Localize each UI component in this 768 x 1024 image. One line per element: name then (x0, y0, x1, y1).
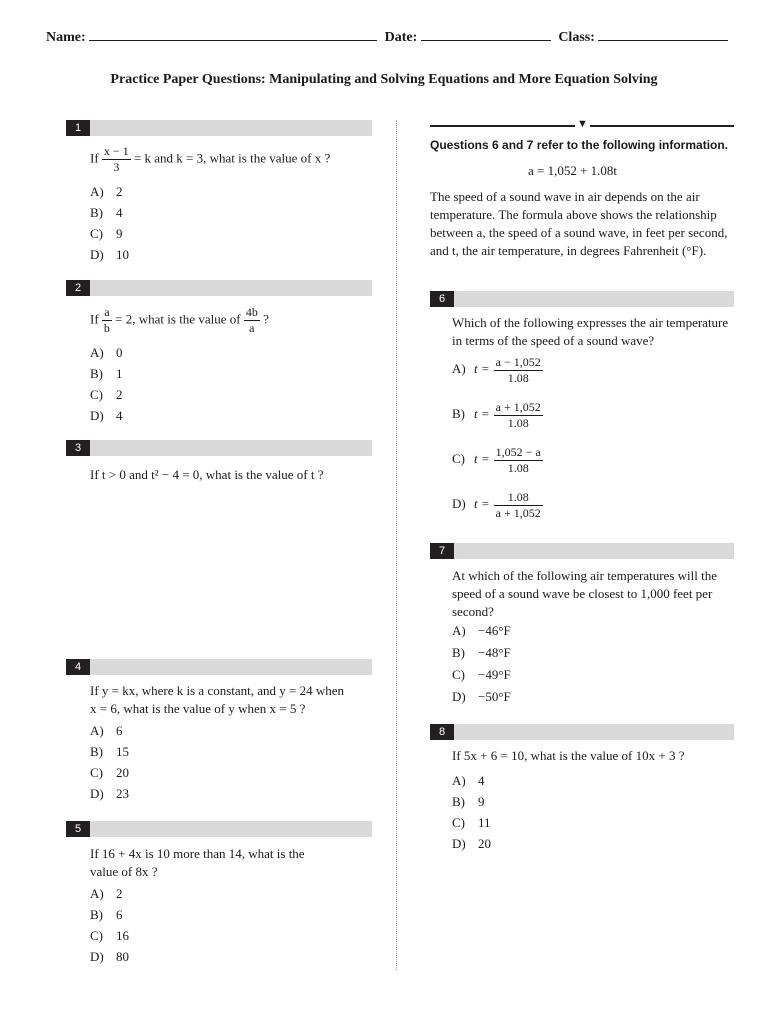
option-letter: D) (452, 496, 466, 512)
info-formula: a = 1,052 + 1.08t (528, 163, 618, 178)
q5-line-1: If 16 + 4x is 10 more than 14, what is the (90, 846, 305, 861)
question-5-text (90, 845, 305, 881)
question-3-bar (66, 440, 372, 456)
option-letter: A) (90, 184, 104, 199)
info-heading: Questions 6 and 7 refer to the following information. (430, 138, 729, 152)
option-value: 80 (116, 949, 129, 964)
text-line: speed of a sound wave be closest to 1,000 feet per (452, 586, 713, 601)
option-value: 4 (478, 773, 485, 788)
answer-option[interactable] (90, 365, 123, 386)
answer-option[interactable] (452, 355, 543, 400)
option-letter: C) (452, 667, 465, 682)
q6-line-1: Which of the following expresses the air temperature (452, 315, 729, 330)
q1-fraction (102, 144, 131, 175)
option-value: 6 (116, 907, 123, 922)
question-8-text: If 5x + 6 = 10, what is the value of 10x + 3 ? (452, 748, 685, 763)
q1-post: = k and k = 3, what is the value of x ? (133, 150, 331, 166)
option-letter: D) (452, 836, 466, 851)
q4-line-1: If y = kx, where k is a constant, and y = 24 when (90, 683, 345, 698)
option-value: 2 (116, 387, 123, 402)
question-6-options (452, 355, 543, 535)
question-8-number: 8 (430, 724, 454, 740)
answer-option[interactable] (90, 722, 129, 743)
answer-option[interactable] (452, 644, 511, 666)
date-label: Date: (384, 30, 418, 45)
option-value: 1 (116, 366, 123, 381)
answer-option[interactable] (90, 225, 129, 246)
info-paragraph (430, 188, 727, 260)
answer-option[interactable] (90, 906, 129, 927)
class-field[interactable] (598, 28, 728, 41)
option-value: 11 (478, 815, 491, 830)
question-6-number: 6 (430, 291, 454, 307)
q4-line-2: x = 6, what is the value of y when x = 5 ? (90, 701, 306, 716)
question-2-bar (66, 280, 372, 296)
option-value: −46°F (478, 623, 511, 638)
date-field[interactable] (421, 28, 551, 41)
question-2-number: 2 (66, 280, 90, 296)
option-letter: D) (90, 408, 104, 423)
q2-f2-num: 4b (245, 305, 258, 319)
option-letter: A) (90, 886, 104, 901)
option-letter: A) (452, 361, 466, 377)
answer-option[interactable] (90, 246, 129, 267)
question-4-text (90, 682, 344, 718)
option-letter: C) (452, 451, 465, 467)
option-fraction-num: 1.08 (494, 490, 543, 506)
question-2-options (90, 344, 123, 428)
answer-option[interactable] (90, 764, 129, 785)
question-7-bar (430, 543, 734, 559)
question-4-options (90, 722, 129, 806)
q2-post: ? (263, 311, 269, 327)
option-letter: B) (90, 744, 103, 759)
answer-option[interactable] (90, 344, 123, 365)
option-letter: B) (90, 366, 103, 381)
answer-option[interactable] (452, 622, 511, 644)
question-6-bar (430, 291, 734, 307)
answer-option[interactable] (452, 400, 543, 445)
option-letter: D) (90, 247, 104, 262)
option-letter: A) (452, 623, 466, 638)
option-value: 23 (116, 786, 129, 801)
answer-option[interactable] (452, 793, 491, 814)
question-1-text (90, 144, 330, 175)
answer-option[interactable] (452, 490, 543, 535)
option-fraction-den: 1.08 (507, 371, 529, 385)
option-fraction (494, 445, 543, 476)
option-letter: B) (90, 907, 103, 922)
answer-option[interactable] (90, 386, 123, 407)
down-triangle-icon: ▼ (577, 118, 588, 130)
text-line: The speed of a sound wave in air depends on the air (430, 189, 700, 204)
answer-option[interactable] (90, 948, 129, 969)
option-letter: B) (90, 205, 103, 220)
info-rule-left (430, 125, 575, 127)
option-variable: t = (474, 496, 490, 512)
text-line: second? (452, 604, 494, 619)
option-value: 6 (116, 723, 123, 738)
text-line: and t, the air temperature, in degrees Fahrenheit (°F). (430, 243, 707, 258)
option-letter: B) (452, 794, 465, 809)
question-2-text (90, 305, 269, 336)
question-7-options (452, 622, 511, 710)
question-3-number: 3 (66, 440, 90, 456)
q1-fraction-num: x − 1 (103, 144, 129, 158)
answer-option[interactable] (452, 835, 491, 856)
q2-fraction-2 (244, 305, 260, 336)
option-letter: C) (90, 226, 103, 241)
option-fraction-den: a + 1,052 (495, 506, 541, 520)
question-3-text: If t > 0 and t² − 4 = 0, what is the value of t ? (90, 467, 324, 482)
option-letter: A) (452, 773, 466, 788)
option-fraction-num: a + 1,052 (495, 400, 541, 414)
option-letter: C) (90, 928, 103, 943)
question-5-number: 5 (66, 821, 90, 837)
question-8-bar (430, 724, 734, 740)
option-letter: D) (452, 689, 466, 704)
q1-pre: If (90, 150, 99, 166)
text-line: temperature. The formula above shows the relationship (430, 207, 717, 222)
answer-option[interactable] (90, 407, 123, 428)
q1-fraction-den: 3 (113, 160, 120, 174)
class-label: Class: (558, 30, 595, 45)
option-value: 15 (116, 744, 129, 759)
option-value: 9 (116, 226, 123, 241)
option-value: 20 (478, 836, 491, 851)
page-title: Practice Paper Questions: Manipulating and Solving Equations and More Equation Solving (110, 72, 658, 87)
answer-option[interactable] (90, 885, 129, 906)
question-1-options (90, 183, 129, 267)
option-letter: C) (452, 815, 465, 830)
option-value: 4 (116, 205, 123, 220)
option-value: −48°F (478, 645, 511, 660)
question-5-options (90, 885, 129, 969)
answer-option[interactable] (90, 204, 129, 225)
question-4-bar (66, 659, 372, 675)
option-variable: t = (474, 361, 490, 377)
q2-mid: = 2, what is the value of (115, 311, 241, 327)
answer-option[interactable] (90, 785, 129, 806)
option-value: 10 (116, 247, 129, 262)
option-fraction-den: 1.08 (507, 461, 529, 475)
answer-option[interactable] (452, 772, 491, 793)
q2-f1-den: b (103, 321, 110, 335)
option-value: 9 (478, 794, 485, 809)
answer-option[interactable] (452, 666, 511, 688)
question-1-bar (66, 120, 372, 136)
answer-option[interactable] (90, 927, 129, 948)
info-rule-right (590, 125, 734, 127)
q2-f1-num: a (102, 305, 112, 321)
question-8-options (452, 772, 491, 856)
header-row (46, 28, 728, 46)
answer-option[interactable] (90, 743, 129, 764)
option-fraction-num: 1,052 − a (495, 445, 541, 459)
option-letter: B) (452, 645, 465, 660)
option-value: −49°F (478, 667, 511, 682)
option-letter: D) (90, 949, 104, 964)
question-6-text (452, 314, 728, 350)
option-letter: C) (90, 765, 103, 780)
question-7-text (452, 567, 717, 621)
option-fraction-num: a − 1,052 (495, 355, 541, 369)
column-divider (396, 120, 397, 970)
question-4-number: 4 (66, 659, 90, 675)
option-value: 2 (116, 184, 123, 199)
name-field[interactable] (89, 28, 377, 41)
option-value: 2 (116, 886, 123, 901)
q2-fraction-1 (102, 305, 112, 336)
option-value: 0 (116, 345, 123, 360)
option-fraction (494, 355, 543, 386)
q2-pre: If (90, 311, 99, 327)
text-line: between a, the speed of a sound wave, in feet per second, (430, 225, 728, 240)
option-value: −50°F (478, 689, 511, 704)
question-1-number: 1 (66, 120, 90, 136)
text-line: At which of the following air temperatures will the (452, 568, 717, 583)
option-letter: B) (452, 406, 465, 422)
q5-line-2: value of 8x ? (90, 864, 158, 879)
option-value: 4 (116, 408, 123, 423)
option-letter: A) (90, 723, 104, 738)
option-value: 16 (116, 928, 129, 943)
answer-option[interactable] (90, 183, 129, 204)
name-label: Name: (46, 30, 86, 45)
option-fraction (494, 400, 543, 431)
question-7-number: 7 (430, 543, 454, 559)
option-letter: C) (90, 387, 103, 402)
option-variable: t = (474, 451, 490, 467)
option-fraction (494, 490, 543, 521)
q2-f2-den: a (249, 321, 255, 335)
option-letter: A) (90, 345, 104, 360)
option-variable: t = (474, 406, 490, 422)
answer-option[interactable] (452, 814, 491, 835)
option-value: 20 (116, 765, 129, 780)
option-fraction-den: 1.08 (507, 416, 529, 430)
answer-option[interactable] (452, 688, 511, 710)
option-letter: D) (90, 786, 104, 801)
q6-line-2: in terms of the speed of a sound wave? (452, 333, 655, 348)
answer-option[interactable] (452, 445, 543, 490)
question-5-bar (66, 821, 372, 837)
